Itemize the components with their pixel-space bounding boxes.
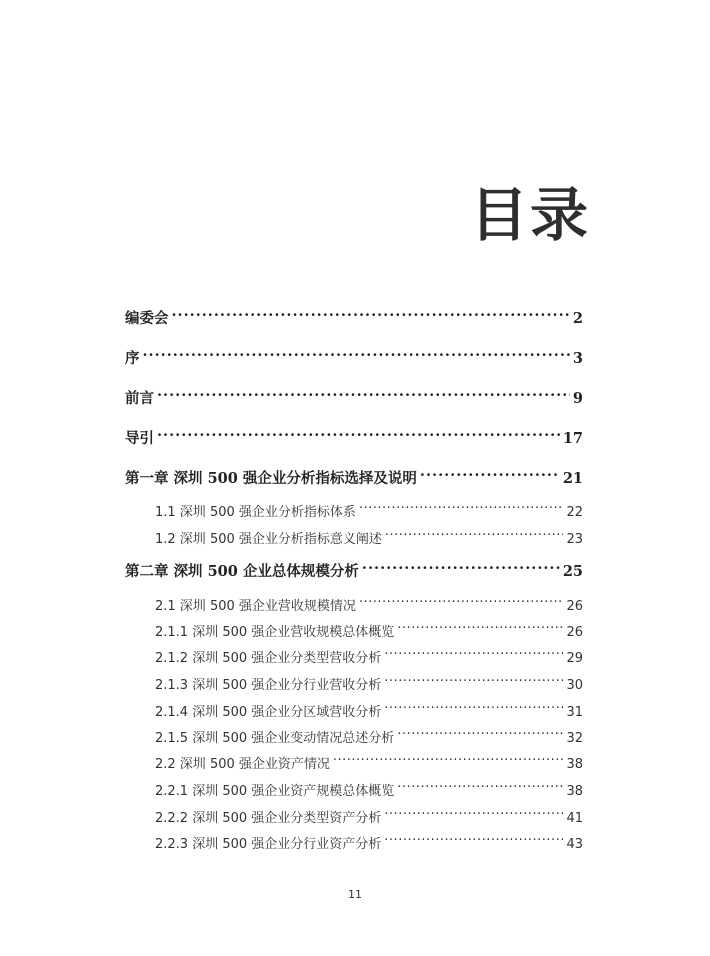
toc-entry-2-1-3[interactable] xyxy=(155,667,583,693)
toc-entry-2-1-2[interactable] xyxy=(155,640,583,666)
toc-entry-1-2[interactable] xyxy=(155,521,583,547)
toc-entry-2-2-3[interactable] xyxy=(155,826,583,852)
toc-leader-dots xyxy=(157,421,560,443)
toc-entry-page: 38 xyxy=(566,784,583,799)
toc-entry-page: 21 xyxy=(562,470,583,487)
toc-entry-1-1[interactable] xyxy=(155,494,583,520)
toc-leader-dots xyxy=(397,773,563,795)
toc-entry-chapter-2[interactable] xyxy=(125,554,583,580)
toc-entry-page: 26 xyxy=(566,625,583,640)
toc-entry-page: 9 xyxy=(572,390,583,407)
toc-leader-dots xyxy=(143,341,570,363)
toc-entry-2-1-1[interactable] xyxy=(155,614,583,640)
toc-entry-introduction[interactable] xyxy=(125,421,583,447)
toc-leader-dots xyxy=(333,746,564,768)
toc-leader-dots xyxy=(172,301,570,323)
toc-entry-label: 1.2 深圳 500 强企业分析指标意义阐述 xyxy=(155,532,382,547)
toc-leader-dots xyxy=(420,461,560,483)
toc-entry-label: 1.1 深圳 500 强企业分析指标体系 xyxy=(155,505,356,520)
toc-entry-page: 29 xyxy=(566,651,583,666)
toc-leader-dots xyxy=(384,800,563,822)
toc-entry-page: 17 xyxy=(562,430,583,447)
page-number: 11 xyxy=(348,888,362,901)
toc-entry-chapter-1[interactable] xyxy=(125,461,583,487)
toc-entry-label: 2.2.3 深圳 500 强企业分行业资产分析 xyxy=(155,837,382,852)
toc-entry-page: 22 xyxy=(566,505,583,520)
toc-leader-dots xyxy=(362,554,560,576)
toc-entry-2-2-2[interactable] xyxy=(155,800,583,826)
toc-entry-label: 2.1.4 深圳 500 强企业分区域营收分析 xyxy=(155,705,382,720)
toc-leader-dots xyxy=(397,614,563,636)
toc-entry-label: 序 xyxy=(125,350,140,367)
toc-entry-2-1-5[interactable] xyxy=(155,720,583,746)
toc-leader-dots xyxy=(384,640,563,662)
toc-entry-page: 26 xyxy=(566,599,583,614)
page-title: 目录 xyxy=(470,181,591,249)
toc-leader-dots xyxy=(384,826,563,848)
toc-leader-dots xyxy=(384,694,563,716)
toc-entry-label: 2.1 深圳 500 强企业营收规模情况 xyxy=(155,599,356,614)
toc-entry-label: 2.1.5 深圳 500 强企业变动情况总述分析 xyxy=(155,731,395,746)
toc-entry-label: 2.1.1 深圳 500 强企业营收规模总体概览 xyxy=(155,625,395,640)
toc-entry-label: 2.2.1 深圳 500 强企业资产规模总体概览 xyxy=(155,784,395,799)
toc-entry-foreword[interactable] xyxy=(125,381,583,407)
toc-entry-page: 41 xyxy=(566,811,583,826)
toc-entry-label: 2.1.2 深圳 500 强企业分类型营收分析 xyxy=(155,651,382,666)
toc-leader-dots xyxy=(157,381,570,403)
toc-entry-page: 43 xyxy=(566,837,583,852)
toc-entry-label: 2.1.3 深圳 500 强企业分行业营收分析 xyxy=(155,678,382,693)
toc-entry-label: 2.2.2 深圳 500 强企业分类型资产分析 xyxy=(155,811,382,826)
toc-entry-label: 导引 xyxy=(125,430,154,447)
toc-entry-page: 32 xyxy=(566,731,583,746)
toc-leader-dots xyxy=(384,667,563,689)
toc-entry-preface[interactable] xyxy=(125,341,583,367)
toc-entry-label: 编委会 xyxy=(125,310,169,327)
toc-entry-page: 31 xyxy=(566,705,583,720)
toc-entry-label: 第一章 深圳 500 强企业分析指标选择及说明 xyxy=(125,470,417,487)
toc-entry-label: 前言 xyxy=(125,390,154,407)
toc-entry-page: 3 xyxy=(572,350,583,367)
toc-entry-editorial-board[interactable] xyxy=(125,301,583,327)
toc-entry-2-2-1[interactable] xyxy=(155,773,583,799)
toc-entry-label: 2.2 深圳 500 强企业资产情况 xyxy=(155,757,330,772)
toc-entry-2-1[interactable] xyxy=(155,588,583,614)
toc-leader-dots xyxy=(359,494,564,516)
toc-entry-page: 23 xyxy=(566,532,583,547)
toc-entry-page: 25 xyxy=(562,563,583,580)
toc-leader-dots xyxy=(397,720,563,742)
toc-entry-2-2[interactable] xyxy=(155,746,583,772)
toc-leader-dots xyxy=(359,588,564,610)
toc-entry-2-1-4[interactable] xyxy=(155,694,583,720)
toc-entry-page: 30 xyxy=(566,678,583,693)
toc-leader-dots xyxy=(385,521,564,543)
toc-entry-page: 2 xyxy=(572,310,583,327)
toc-entry-label: 第二章 深圳 500 企业总体规模分析 xyxy=(125,563,359,580)
toc-entry-page: 38 xyxy=(566,757,583,772)
